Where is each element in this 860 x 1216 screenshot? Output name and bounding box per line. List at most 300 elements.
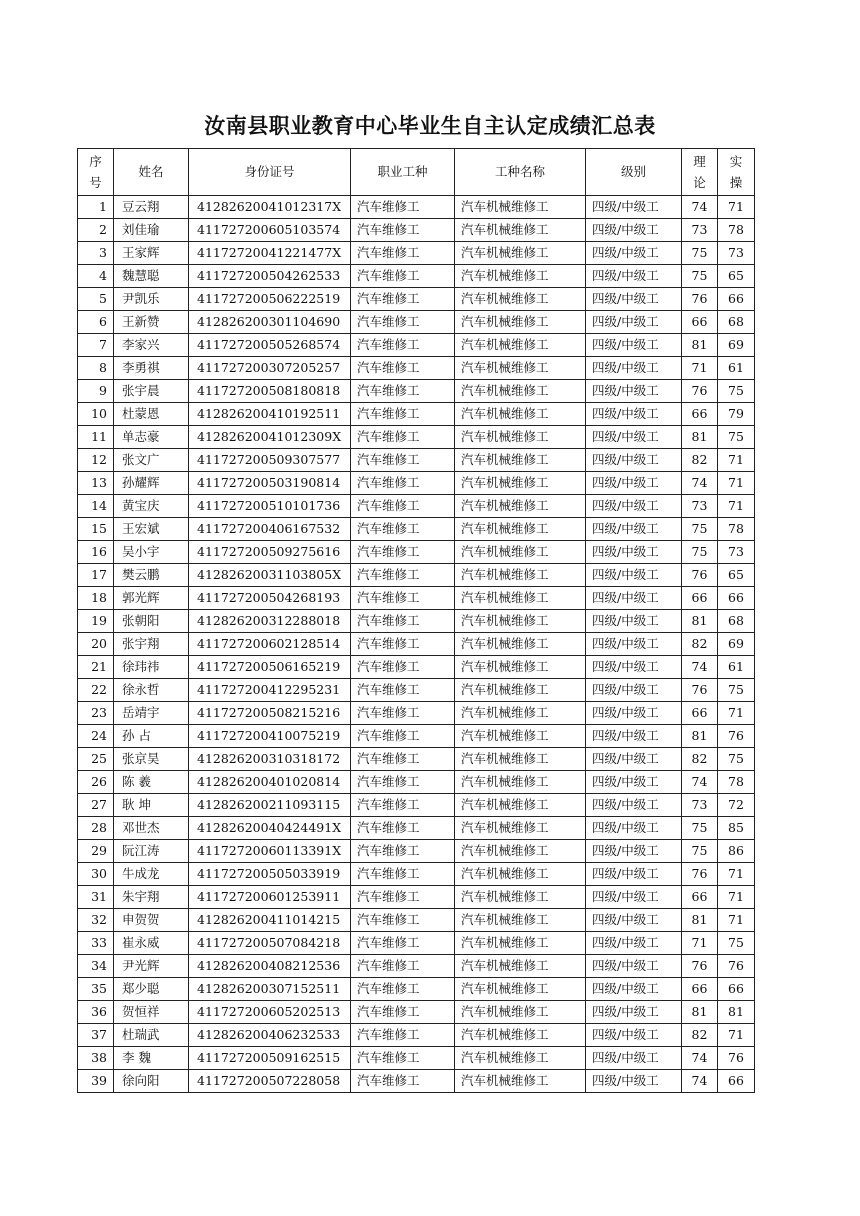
occupation-cell: 汽车维修工 <box>351 633 455 656</box>
theory-score-cell: 74 <box>682 1070 718 1093</box>
level-cell: 四级/中级工 <box>586 1024 682 1047</box>
student-name-cell: 李 魏 <box>114 1047 189 1070</box>
document-title: 汝南县职业教育中心毕业生自主认定成绩汇总表 <box>204 113 656 138</box>
score-summary-table <box>77 148 755 1093</box>
practice-score-cell: 75 <box>718 932 755 955</box>
occupation-cell: 汽车维修工 <box>351 426 455 449</box>
theory-score-cell: 73 <box>682 495 718 518</box>
practice-score-cell: 71 <box>718 863 755 886</box>
student-name-cell: 贺恒祥 <box>114 1001 189 1024</box>
id-number-cell: 412826200307152511 <box>189 978 351 1001</box>
work-type-cell: 汽车机械维修工 <box>455 242 586 265</box>
theory-score-cell: 82 <box>682 1024 718 1047</box>
table-row <box>78 449 755 472</box>
theory-score-cell: 81 <box>682 334 718 357</box>
table-row <box>78 725 755 748</box>
occupation-cell: 汽车维修工 <box>351 311 455 334</box>
header-level: 级别 <box>586 149 682 196</box>
work-type-cell: 汽车机械维修工 <box>455 863 586 886</box>
practice-score-cell: 72 <box>718 794 755 817</box>
level-cell: 四级/中级工 <box>586 725 682 748</box>
level-cell: 四级/中级工 <box>586 748 682 771</box>
id-number-cell: 411727200506222519 <box>189 288 351 311</box>
id-number-cell: 411727200605202513 <box>189 1001 351 1024</box>
row-index-cell: 3 <box>78 242 114 265</box>
table-row <box>78 334 755 357</box>
theory-score-cell: 71 <box>682 357 718 380</box>
table-row <box>78 679 755 702</box>
row-index-cell: 24 <box>78 725 114 748</box>
occupation-cell: 汽车维修工 <box>351 472 455 495</box>
student-name-cell: 尹凯乐 <box>114 288 189 311</box>
occupation-cell: 汽车维修工 <box>351 817 455 840</box>
row-index-cell: 2 <box>78 219 114 242</box>
level-cell: 四级/中级工 <box>586 311 682 334</box>
row-index-cell: 25 <box>78 748 114 771</box>
level-cell: 四级/中级工 <box>586 863 682 886</box>
header-occupation: 职业工种 <box>351 149 455 196</box>
work-type-cell: 汽车机械维修工 <box>455 794 586 817</box>
occupation-cell: 汽车维修工 <box>351 748 455 771</box>
level-cell: 四级/中级工 <box>586 817 682 840</box>
id-number-cell: 412826200301104690 <box>189 311 351 334</box>
header-index: 序号 <box>78 149 114 196</box>
student-name-cell: 牛成龙 <box>114 863 189 886</box>
occupation-cell: 汽车维修工 <box>351 357 455 380</box>
occupation-cell: 汽车维修工 <box>351 679 455 702</box>
level-cell: 四级/中级工 <box>586 472 682 495</box>
student-name-cell: 耿 坤 <box>114 794 189 817</box>
theory-score-cell: 75 <box>682 817 718 840</box>
id-number-cell: 411727200507228058 <box>189 1070 351 1093</box>
practice-score-cell: 65 <box>718 564 755 587</box>
id-number-cell: 411727200505033919 <box>189 863 351 886</box>
row-index-cell: 5 <box>78 288 114 311</box>
practice-score-cell: 75 <box>718 679 755 702</box>
occupation-cell: 汽车维修工 <box>351 1070 455 1093</box>
occupation-cell: 汽车维修工 <box>351 794 455 817</box>
table-row <box>78 564 755 587</box>
occupation-cell: 汽车维修工 <box>351 587 455 610</box>
theory-score-cell: 75 <box>682 242 718 265</box>
level-cell: 四级/中级工 <box>586 334 682 357</box>
student-name-cell: 杜瑞武 <box>114 1024 189 1047</box>
practice-score-cell: 71 <box>718 472 755 495</box>
row-index-cell: 23 <box>78 702 114 725</box>
table-row <box>78 633 755 656</box>
row-index-cell: 21 <box>78 656 114 679</box>
level-cell: 四级/中级工 <box>586 196 682 219</box>
table-row <box>78 794 755 817</box>
row-index-cell: 34 <box>78 955 114 978</box>
practice-score-cell: 68 <box>718 610 755 633</box>
row-index-cell: 11 <box>78 426 114 449</box>
occupation-cell: 汽车维修工 <box>351 978 455 1001</box>
row-index-cell: 14 <box>78 495 114 518</box>
student-name-cell: 郑少聪 <box>114 978 189 1001</box>
level-cell: 四级/中级工 <box>586 955 682 978</box>
id-number-cell: 412826200310318172 <box>189 748 351 771</box>
table-row <box>78 1024 755 1047</box>
id-number-cell: 41282620041012309X <box>189 426 351 449</box>
level-cell: 四级/中级工 <box>586 794 682 817</box>
student-name-cell: 张朝阳 <box>114 610 189 633</box>
student-name-cell: 王家辉 <box>114 242 189 265</box>
header-practice-score: 实操 <box>718 149 755 196</box>
table-row <box>78 541 755 564</box>
work-type-cell: 汽车机械维修工 <box>455 633 586 656</box>
theory-score-cell: 66 <box>682 886 718 909</box>
student-name-cell: 张宇晨 <box>114 380 189 403</box>
level-cell: 四级/中级工 <box>586 219 682 242</box>
occupation-cell: 汽车维修工 <box>351 219 455 242</box>
practice-score-cell: 71 <box>718 1024 755 1047</box>
table-row <box>78 978 755 1001</box>
student-name-cell: 邓世杰 <box>114 817 189 840</box>
id-number-cell: 411727200509275616 <box>189 541 351 564</box>
theory-score-cell: 81 <box>682 426 718 449</box>
row-index-cell: 17 <box>78 564 114 587</box>
theory-score-cell: 75 <box>682 265 718 288</box>
id-number-cell: 411727200507084218 <box>189 932 351 955</box>
level-cell: 四级/中级工 <box>586 288 682 311</box>
student-name-cell: 孙耀辉 <box>114 472 189 495</box>
theory-score-cell: 75 <box>682 518 718 541</box>
id-number-cell: 411727200406167532 <box>189 518 351 541</box>
practice-score-cell: 76 <box>718 725 755 748</box>
student-name-cell: 单志豪 <box>114 426 189 449</box>
practice-score-cell: 66 <box>718 288 755 311</box>
level-cell: 四级/中级工 <box>586 702 682 725</box>
work-type-cell: 汽车机械维修工 <box>455 1001 586 1024</box>
student-name-cell: 朱宇翔 <box>114 886 189 909</box>
table-row <box>78 403 755 426</box>
practice-score-cell: 65 <box>718 265 755 288</box>
table-row <box>78 242 755 265</box>
theory-score-cell: 76 <box>682 955 718 978</box>
table-row <box>78 472 755 495</box>
occupation-cell: 汽车维修工 <box>351 909 455 932</box>
header-theory-score: 理论 <box>682 149 718 196</box>
practice-score-cell: 73 <box>718 541 755 564</box>
occupation-cell: 汽车维修工 <box>351 265 455 288</box>
row-index-cell: 18 <box>78 587 114 610</box>
student-name-cell: 张宇翔 <box>114 633 189 656</box>
table-row <box>78 817 755 840</box>
level-cell: 四级/中级工 <box>586 380 682 403</box>
occupation-cell: 汽车维修工 <box>351 702 455 725</box>
student-name-cell: 李勇祺 <box>114 357 189 380</box>
practice-score-cell: 78 <box>718 219 755 242</box>
table-row <box>78 702 755 725</box>
theory-score-cell: 66 <box>682 702 718 725</box>
theory-score-cell: 74 <box>682 196 718 219</box>
row-index-cell: 8 <box>78 357 114 380</box>
occupation-cell: 汽车维修工 <box>351 886 455 909</box>
level-cell: 四级/中级工 <box>586 449 682 472</box>
header-row <box>78 149 755 196</box>
level-cell: 四级/中级工 <box>586 840 682 863</box>
row-index-cell: 32 <box>78 909 114 932</box>
id-number-cell: 412826200406232533 <box>189 1024 351 1047</box>
theory-score-cell: 76 <box>682 380 718 403</box>
theory-score-cell: 82 <box>682 748 718 771</box>
theory-score-cell: 81 <box>682 909 718 932</box>
work-type-cell: 汽车机械维修工 <box>455 771 586 794</box>
student-name-cell: 尹光辉 <box>114 955 189 978</box>
row-index-cell: 37 <box>78 1024 114 1047</box>
student-name-cell: 黄宝庆 <box>114 495 189 518</box>
id-number-cell: 411727200504262533 <box>189 265 351 288</box>
work-type-cell: 汽车机械维修工 <box>455 265 586 288</box>
table-row <box>78 863 755 886</box>
theory-score-cell: 73 <box>682 794 718 817</box>
work-type-cell: 汽车机械维修工 <box>455 702 586 725</box>
practice-score-cell: 76 <box>718 955 755 978</box>
table-row <box>78 771 755 794</box>
theory-score-cell: 75 <box>682 541 718 564</box>
id-number-cell: 411727200412295231 <box>189 679 351 702</box>
id-number-cell: 41282620041012317X <box>189 196 351 219</box>
work-type-cell: 汽车机械维修工 <box>455 840 586 863</box>
table-row <box>78 219 755 242</box>
work-type-cell: 汽车机械维修工 <box>455 219 586 242</box>
row-index-cell: 27 <box>78 794 114 817</box>
row-index-cell: 39 <box>78 1070 114 1093</box>
id-number-cell: 41282620040424491X <box>189 817 351 840</box>
row-index-cell: 7 <box>78 334 114 357</box>
student-name-cell: 刘佳瑜 <box>114 219 189 242</box>
practice-score-cell: 78 <box>718 771 755 794</box>
work-type-cell: 汽车机械维修工 <box>455 311 586 334</box>
table-row <box>78 265 755 288</box>
practice-score-cell: 71 <box>718 702 755 725</box>
id-number-cell: 411727200601253911 <box>189 886 351 909</box>
occupation-cell: 汽车维修工 <box>351 610 455 633</box>
row-index-cell: 13 <box>78 472 114 495</box>
work-type-cell: 汽车机械维修工 <box>455 909 586 932</box>
occupation-cell: 汽车维修工 <box>351 656 455 679</box>
id-number-cell: 411727200605103574 <box>189 219 351 242</box>
row-index-cell: 28 <box>78 817 114 840</box>
theory-score-cell: 74 <box>682 1047 718 1070</box>
student-name-cell: 魏慧聪 <box>114 265 189 288</box>
occupation-cell: 汽车维修工 <box>351 403 455 426</box>
practice-score-cell: 66 <box>718 587 755 610</box>
id-number-cell: 41172720060113391X <box>189 840 351 863</box>
student-name-cell: 杜蒙恩 <box>114 403 189 426</box>
id-number-cell: 412826200312288018 <box>189 610 351 633</box>
level-cell: 四级/中级工 <box>586 587 682 610</box>
occupation-cell: 汽车维修工 <box>351 196 455 219</box>
table-row <box>78 357 755 380</box>
practice-score-cell: 85 <box>718 817 755 840</box>
occupation-cell: 汽车维修工 <box>351 1001 455 1024</box>
work-type-cell: 汽车机械维修工 <box>455 357 586 380</box>
id-number-cell: 411727200509307577 <box>189 449 351 472</box>
occupation-cell: 汽车维修工 <box>351 495 455 518</box>
practice-score-cell: 76 <box>718 1047 755 1070</box>
row-index-cell: 6 <box>78 311 114 334</box>
occupation-cell: 汽车维修工 <box>351 541 455 564</box>
student-name-cell: 阮江涛 <box>114 840 189 863</box>
theory-score-cell: 81 <box>682 725 718 748</box>
row-index-cell: 26 <box>78 771 114 794</box>
level-cell: 四级/中级工 <box>586 1001 682 1024</box>
table-row <box>78 748 755 771</box>
table-row <box>78 1047 755 1070</box>
theory-score-cell: 74 <box>682 472 718 495</box>
header-id-number: 身份证号 <box>189 149 351 196</box>
row-index-cell: 22 <box>78 679 114 702</box>
theory-score-cell: 66 <box>682 311 718 334</box>
occupation-cell: 汽车维修工 <box>351 1024 455 1047</box>
table-row <box>78 610 755 633</box>
practice-score-cell: 69 <box>718 334 755 357</box>
level-cell: 四级/中级工 <box>586 909 682 932</box>
header-name: 姓名 <box>114 149 189 196</box>
work-type-cell: 汽车机械维修工 <box>455 978 586 1001</box>
id-number-cell: 411727200504268193 <box>189 587 351 610</box>
row-index-cell: 1 <box>78 196 114 219</box>
theory-score-cell: 66 <box>682 978 718 1001</box>
row-index-cell: 38 <box>78 1047 114 1070</box>
table-row <box>78 288 755 311</box>
level-cell: 四级/中级工 <box>586 610 682 633</box>
work-type-cell: 汽车机械维修工 <box>455 955 586 978</box>
id-number-cell: 412826200408212536 <box>189 955 351 978</box>
practice-score-cell: 79 <box>718 403 755 426</box>
row-index-cell: 30 <box>78 863 114 886</box>
practice-score-cell: 71 <box>718 196 755 219</box>
table-row <box>78 886 755 909</box>
level-cell: 四级/中级工 <box>586 426 682 449</box>
theory-score-cell: 76 <box>682 288 718 311</box>
occupation-cell: 汽车维修工 <box>351 840 455 863</box>
theory-score-cell: 81 <box>682 1001 718 1024</box>
table-row <box>78 955 755 978</box>
row-index-cell: 35 <box>78 978 114 1001</box>
id-number-cell: 412826200410192511 <box>189 403 351 426</box>
theory-score-cell: 81 <box>682 610 718 633</box>
theory-score-cell: 66 <box>682 587 718 610</box>
level-cell: 四级/中级工 <box>586 1070 682 1093</box>
occupation-cell: 汽车维修工 <box>351 449 455 472</box>
student-name-cell: 张京昊 <box>114 748 189 771</box>
table-row <box>78 1070 755 1093</box>
work-type-cell: 汽车机械维修工 <box>455 1070 586 1093</box>
occupation-cell: 汽车维修工 <box>351 518 455 541</box>
id-number-cell: 411727200307205257 <box>189 357 351 380</box>
level-cell: 四级/中级工 <box>586 633 682 656</box>
practice-score-cell: 61 <box>718 357 755 380</box>
occupation-cell: 汽车维修工 <box>351 1047 455 1070</box>
work-type-cell: 汽车机械维修工 <box>455 334 586 357</box>
student-name-cell: 申贺贺 <box>114 909 189 932</box>
table-row <box>78 932 755 955</box>
work-type-cell: 汽车机械维修工 <box>455 1047 586 1070</box>
id-number-cell: 411727200510101736 <box>189 495 351 518</box>
theory-score-cell: 76 <box>682 863 718 886</box>
student-name-cell: 王宏斌 <box>114 518 189 541</box>
table-row <box>78 656 755 679</box>
work-type-cell: 汽车机械维修工 <box>455 449 586 472</box>
work-type-cell: 汽车机械维修工 <box>455 1024 586 1047</box>
occupation-cell: 汽车维修工 <box>351 564 455 587</box>
work-type-cell: 汽车机械维修工 <box>455 564 586 587</box>
work-type-cell: 汽车机械维修工 <box>455 426 586 449</box>
student-name-cell: 豆云翔 <box>114 196 189 219</box>
id-number-cell: 411727200508215216 <box>189 702 351 725</box>
work-type-cell: 汽车机械维修工 <box>455 886 586 909</box>
work-type-cell: 汽车机械维修工 <box>455 403 586 426</box>
work-type-cell: 汽车机械维修工 <box>455 196 586 219</box>
practice-score-cell: 66 <box>718 1070 755 1093</box>
id-number-cell: 412826200411014215 <box>189 909 351 932</box>
row-index-cell: 31 <box>78 886 114 909</box>
row-index-cell: 9 <box>78 380 114 403</box>
level-cell: 四级/中级工 <box>586 978 682 1001</box>
practice-score-cell: 86 <box>718 840 755 863</box>
level-cell: 四级/中级工 <box>586 932 682 955</box>
occupation-cell: 汽车维修工 <box>351 955 455 978</box>
level-cell: 四级/中级工 <box>586 495 682 518</box>
id-number-cell: 411727200505268574 <box>189 334 351 357</box>
row-index-cell: 12 <box>78 449 114 472</box>
table-body <box>78 196 755 1093</box>
work-type-cell: 汽车机械维修工 <box>455 817 586 840</box>
student-name-cell: 孙 占 <box>114 725 189 748</box>
occupation-cell: 汽车维修工 <box>351 288 455 311</box>
table-row <box>78 426 755 449</box>
student-name-cell: 郭光辉 <box>114 587 189 610</box>
work-type-cell: 汽车机械维修工 <box>455 472 586 495</box>
occupation-cell: 汽车维修工 <box>351 242 455 265</box>
work-type-cell: 汽车机械维修工 <box>455 610 586 633</box>
level-cell: 四级/中级工 <box>586 1047 682 1070</box>
work-type-cell: 汽车机械维修工 <box>455 725 586 748</box>
table-row <box>78 1001 755 1024</box>
level-cell: 四级/中级工 <box>586 357 682 380</box>
level-cell: 四级/中级工 <box>586 886 682 909</box>
row-index-cell: 33 <box>78 932 114 955</box>
practice-score-cell: 75 <box>718 748 755 771</box>
id-number-cell: 411727200509162515 <box>189 1047 351 1070</box>
theory-score-cell: 74 <box>682 771 718 794</box>
work-type-cell: 汽车机械维修工 <box>455 495 586 518</box>
student-name-cell: 王新赞 <box>114 311 189 334</box>
practice-score-cell: 68 <box>718 311 755 334</box>
theory-score-cell: 76 <box>682 679 718 702</box>
work-type-cell: 汽车机械维修工 <box>455 679 586 702</box>
row-index-cell: 19 <box>78 610 114 633</box>
occupation-cell: 汽车维修工 <box>351 863 455 886</box>
work-type-cell: 汽车机械维修工 <box>455 518 586 541</box>
level-cell: 四级/中级工 <box>586 771 682 794</box>
student-name-cell: 徐玮祎 <box>114 656 189 679</box>
table-row <box>78 587 755 610</box>
practice-score-cell: 75 <box>718 380 755 403</box>
theory-score-cell: 73 <box>682 219 718 242</box>
id-number-cell: 411727200410075219 <box>189 725 351 748</box>
row-index-cell: 4 <box>78 265 114 288</box>
table-row <box>78 311 755 334</box>
theory-score-cell: 66 <box>682 403 718 426</box>
id-number-cell: 412826200211093115 <box>189 794 351 817</box>
occupation-cell: 汽车维修工 <box>351 932 455 955</box>
student-name-cell: 樊云鹏 <box>114 564 189 587</box>
student-name-cell: 岳靖宇 <box>114 702 189 725</box>
